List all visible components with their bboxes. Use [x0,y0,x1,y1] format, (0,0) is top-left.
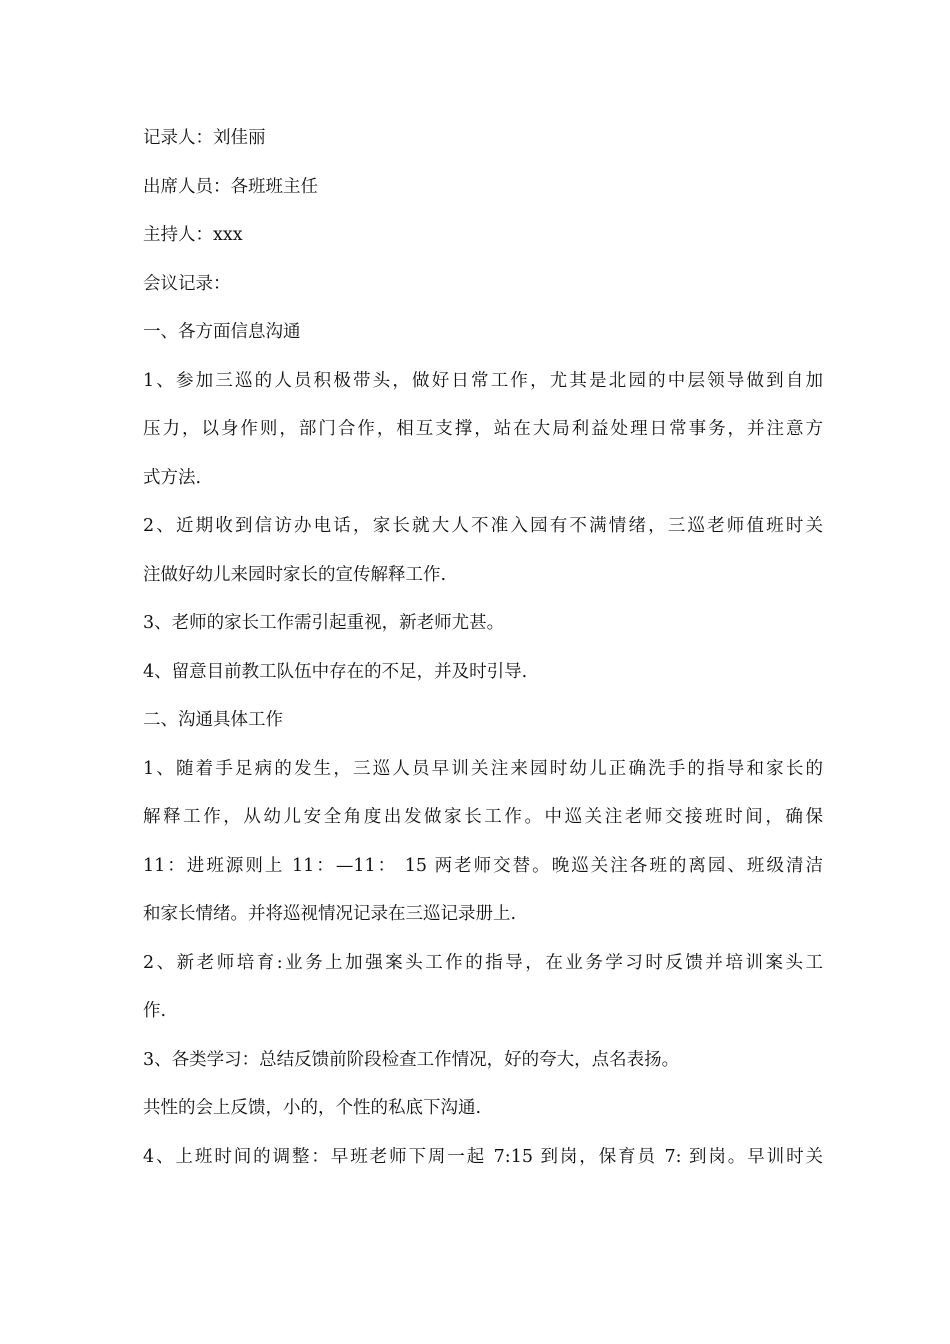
paragraph-line: 共性的会上反馈，小的，个性的私底下沟通. [143,1098,482,1118]
paragraph-line: 作. [143,1001,167,1021]
paragraph-line: 1、参加三巡的人员积极带头，做好日常工作，尤其是北园的中层领导做到自加 [143,370,823,391]
section-heading-1: 一、各方面信息沟通 [143,322,301,342]
minutes-heading: 会议记录： [143,273,231,294]
section-heading-2: 二、沟通具体工作 [143,710,283,730]
paragraph-line: 2、近期收到信访办电话，家长就大人不准入园有不满情绪，三巡老师值班时关 [143,516,823,536]
paragraph-line: 4、留意目前教工队伍中存在的不足，并及时引导. [143,661,528,682]
paragraph-line: 压力，以身作则，部门合作，相互支撑，站在大局利益处理日常事务，并注意方 [143,419,823,439]
paragraph-line: 3、各类学习：总结反馈前阶段检查工作情况，好的夸大，点名表扬。 [143,1049,680,1070]
paragraph-line: 3、老师的家长工作需引起重视，新老师尤甚。 [143,613,505,633]
paragraph-line: 注做好幼儿来园时家长的宣传解释工作. [143,564,447,585]
paragraph-line: 11：进班源则上 11：—11： 15 两老师交替。晚巡关注各班的离园、班级清洁 [143,855,823,876]
recorder-line: 记录人：刘佳丽 [143,128,266,148]
paragraph-line: 2、新老师培育:业务上加强案头工作的指导，在业务学习时反馈并培训案头工 [143,952,823,973]
paragraph-line: 和家长情绪。并将巡视情况记录在三巡记录册上. [143,904,517,924]
attendees-line: 出席人员：各班班主任 [143,176,318,197]
document-body [143,122,823,1189]
paragraph-line: 4、上班时间的调整：早班老师下周一起 7:15 到岗，保育员 7: 到岗。早训时关 [143,1146,823,1167]
host-line: 主持人：xxx [143,225,243,245]
paragraph-line: 解释工作，从幼儿安全角度出发做家长工作。中巡关注老师交接班时间，确保 [143,807,823,827]
paragraph-line: 1、随着手足病的发生，三巡人员早训关注来园时幼儿正确洗手的指导和家长的 [143,758,823,779]
paragraph-line: 式方法. [143,467,202,488]
